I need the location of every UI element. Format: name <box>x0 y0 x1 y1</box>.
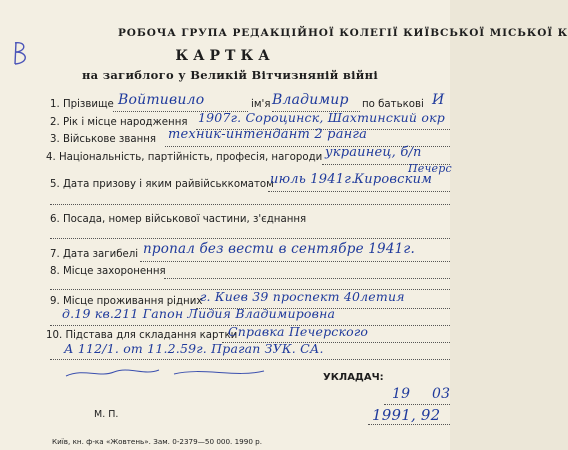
field-1-label-patronymic: по батькові <box>362 99 424 110</box>
card-title: КАРТКА <box>175 48 275 64</box>
field-6-underline-2 <box>50 238 450 239</box>
compiler-date-underline <box>384 404 450 405</box>
field-5-underline-2 <box>50 204 450 205</box>
field-1-label-name: ім'я <box>251 99 271 110</box>
field-8-label: 8. Місце захоронення <box>50 266 166 277</box>
field-1-label: 1. Прізвище <box>50 99 114 110</box>
field-3-label: 3. Військове звання <box>50 134 157 145</box>
compiler-date-year: 1991, 92 <box>372 406 441 424</box>
field-9-label: 9. Місце проживання рідних <box>50 296 203 307</box>
field-7-underline <box>140 261 450 262</box>
field-10-label: 10. Підстава для складання картки <box>46 330 238 341</box>
card-subtitle: на загиблого у Великій Вітчизняній війні <box>81 68 379 82</box>
field-5-underline <box>268 191 450 192</box>
field-5-overwrite: Печерс <box>408 162 452 175</box>
field-1-patronymic: И <box>432 92 445 108</box>
field-6-label: 6. Посада, номер військової частини, з'єднання <box>50 214 307 225</box>
field-8-underline <box>164 278 450 279</box>
signature-scribble <box>64 364 304 382</box>
field-4-label: 4. Національність, партійність, професія, нагороди <box>46 152 323 163</box>
field-9-value: г. Киев 39 проспект 40летия <box>200 289 405 304</box>
compiler-label: УКЛАДАЧ: <box>323 372 384 383</box>
field-3-value: техник-интендант 2 ранга <box>168 127 368 142</box>
stamp-placeholder: М. П. <box>94 409 119 420</box>
field-10-underline-2 <box>50 359 450 360</box>
header-organization: РОБОЧА ГРУПА РЕДАКЦІЙНОЇ КОЛЕГІЇ КИЇВСЬКОЇ МІСЬКОЇ К <box>118 27 568 39</box>
field-7-value: пропал без вести в сентябре 1941г. <box>143 241 415 257</box>
field-7-label: 7. Дата загибелі <box>50 249 139 260</box>
field-10-value-line2: А 112/1. от 11.2.59г. Прагап ЗУК. СА. <box>64 341 324 356</box>
compiler-date-day: 19 <box>392 386 411 402</box>
field-4-value: украинец, б/п <box>325 145 422 160</box>
field-5-commissariat: Кировским <box>354 172 433 187</box>
field-2-label: 2. Рік і місце народження <box>50 117 188 128</box>
field-5-date: июль 1941г. <box>270 172 356 187</box>
field-10-value: Справка Печерского <box>228 324 369 339</box>
field-9-value-line2: д.19 кв.211 Гапон Лидия Владимировна <box>62 306 336 321</box>
field-5-label: 5. Дата призову і яким райвійськкоматом <box>50 179 274 190</box>
field-2-value: 1907г. Сороцинск, Шахтинский окр <box>198 110 445 125</box>
print-footer: Київ, кн. ф-ка «Жовтень». Зам. 0-2379—50 000. 1990 р. <box>52 437 263 446</box>
compiler-year-underline <box>368 424 450 425</box>
field-1-surname: Войтивило <box>118 92 205 108</box>
field-1-given-name: Владимир <box>272 92 349 108</box>
compiler-date-month: 03 <box>432 386 451 402</box>
